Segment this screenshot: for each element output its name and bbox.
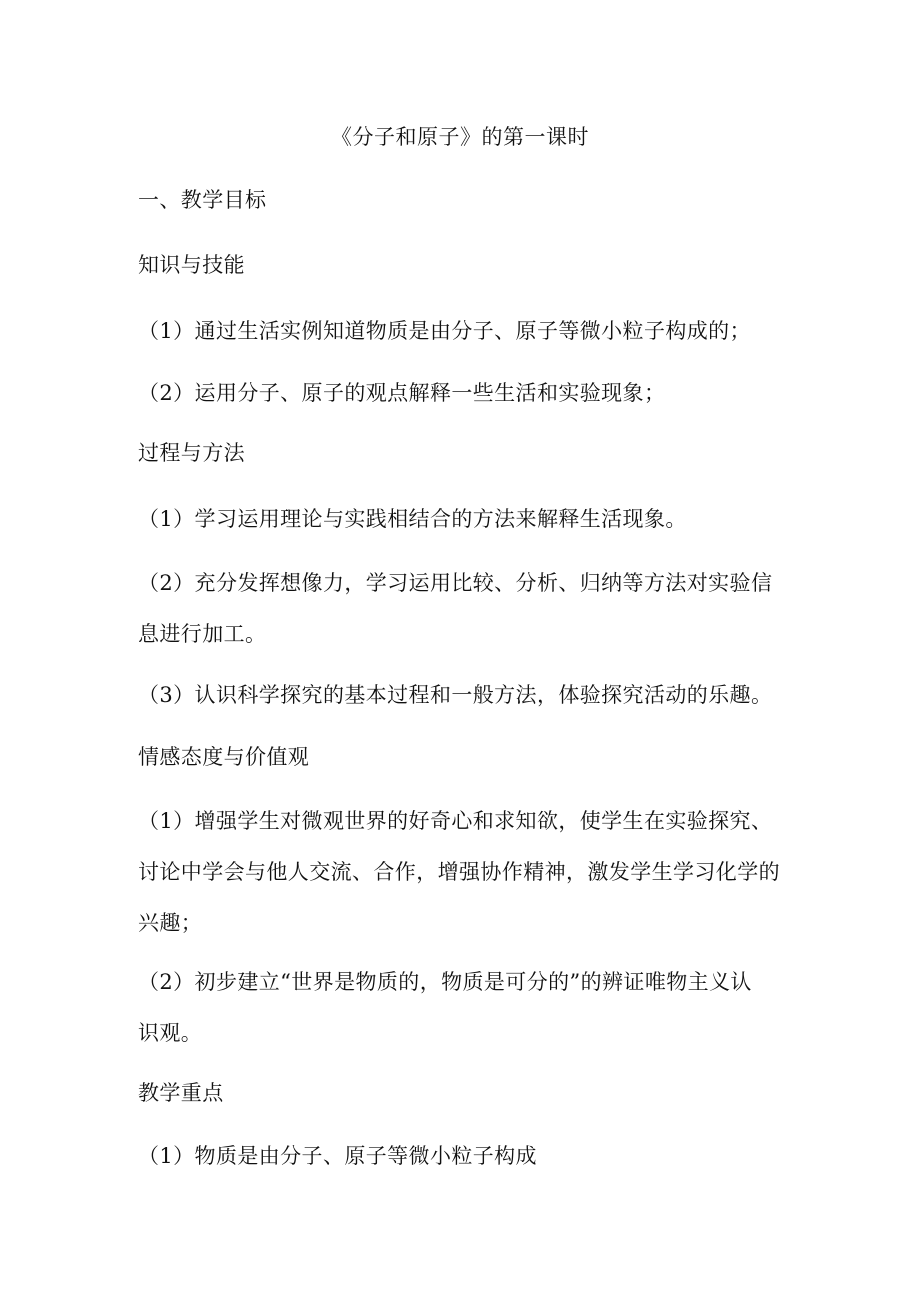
knowledge-item-1: （1）通过生活实例知道物质是由分子、原子等微小粒子构成的； <box>138 319 751 343</box>
emotion-item-2-line-1: （2）初步建立“世界是物质的，物质是可分的”的辨证唯物主义认 <box>138 970 752 994</box>
process-item-2-line-1: （2）充分发挥想像力，学习运用比较、分析、归纳等方法对实验信 <box>138 571 773 595</box>
knowledge-item-2: （2）运用分子、原子的观点解释一些生活和实验现象； <box>138 381 666 405</box>
process-item-1: （1）学习运用理论与实践相结合的方法来解释生活现象。 <box>138 507 687 531</box>
emotion-item-1-line-2: 讨论中学会与他人交流、合作，增强协作精神，激发学生学习化学的 <box>138 860 780 884</box>
document-title: 《分子和原子》的第一课时 <box>331 125 589 149</box>
emotion-item-1-line-1: （1）增强学生对微观世界的好奇心和求知欲，使学生在实验探究、 <box>138 809 773 833</box>
process-item-2-line-2: 息进行加工。 <box>138 622 267 646</box>
process-item-3: （3）认识科学探究的基本过程和一般方法，体验探究活动的乐趣。 <box>138 683 773 707</box>
section-heading-teaching-goals: 一、教学目标 <box>138 188 267 212</box>
heading-process-methods: 过程与方法 <box>138 441 245 465</box>
emotion-item-2 <box>138 967 788 1069</box>
process-item-2 <box>138 568 788 670</box>
key-point-item-1: （1）物质是由分子、原子等微小粒子构成 <box>138 1144 537 1168</box>
heading-knowledge-skills: 知识与技能 <box>138 253 245 277</box>
emotion-item-2-line-2: 识观。 <box>138 1021 203 1045</box>
emotion-item-1 <box>138 806 788 959</box>
heading-emotion-values: 情感态度与价值观 <box>138 745 310 769</box>
emotion-item-1-line-3: 兴趣； <box>138 911 203 935</box>
heading-teaching-key-points: 教学重点 <box>138 1081 224 1105</box>
